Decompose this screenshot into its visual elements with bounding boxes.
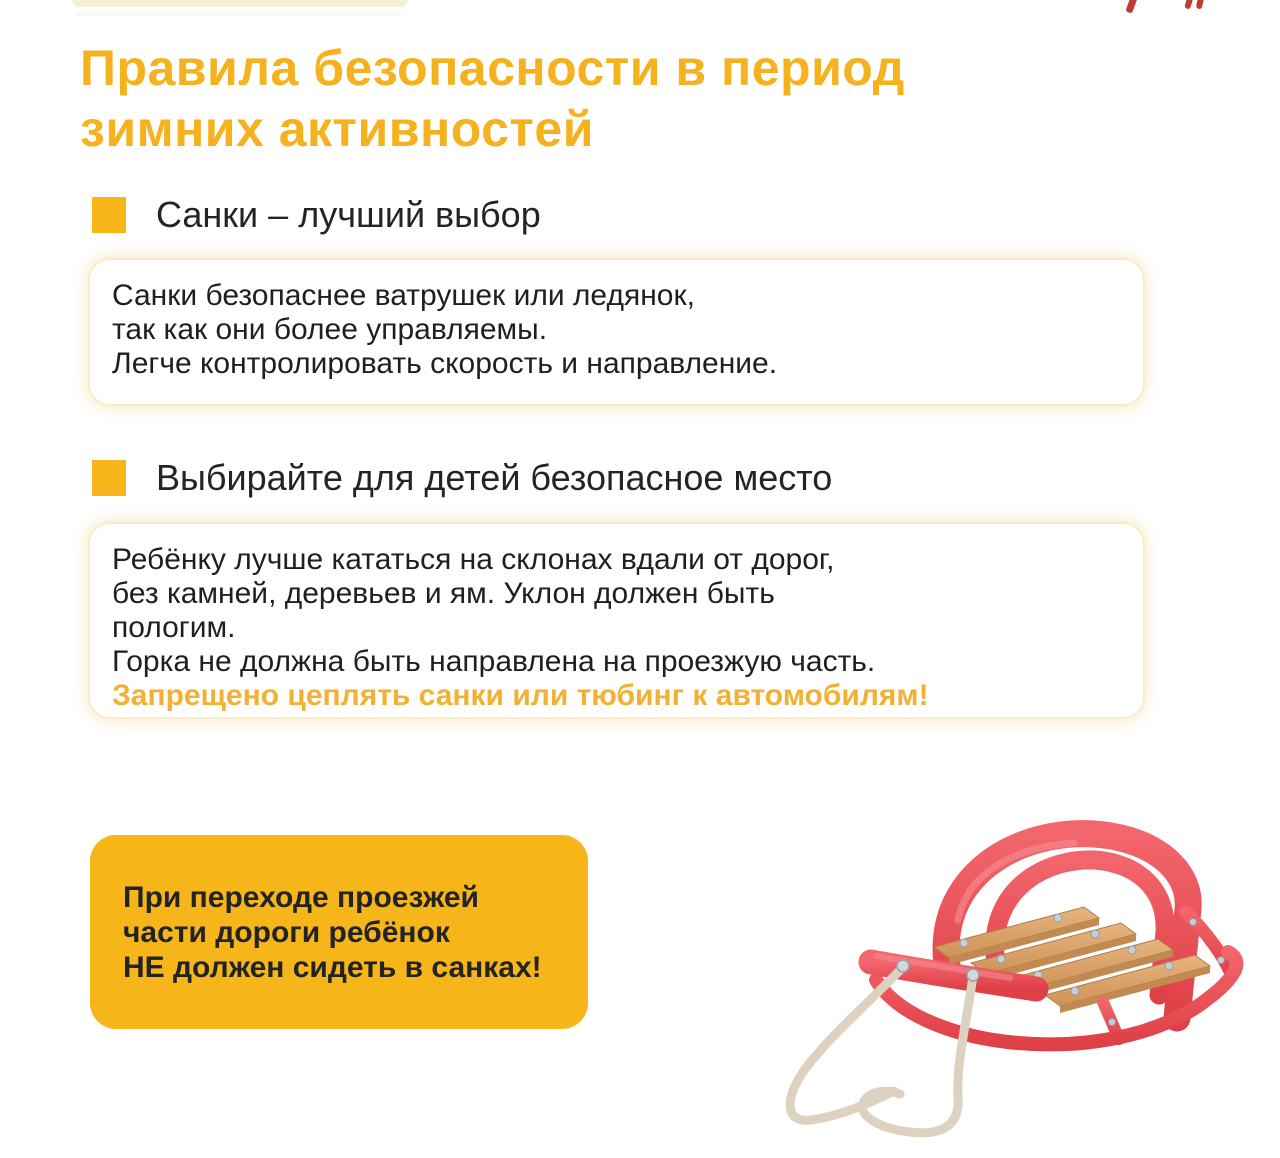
red-logo-fragment-icon	[1125, 0, 1137, 14]
section-2-info-card	[88, 522, 1145, 719]
info-card-text-line: Легче контролировать скорость и направление.	[112, 347, 778, 380]
section-1-info-card	[88, 258, 1145, 406]
red-logo-fragment-icon	[1184, 0, 1194, 10]
warning-text-line: Запрещено цеплять санки или тюбинг к автомобилям!	[112, 679, 929, 712]
info-card-text-line: без камней, деревьев и ям. Уклон должен быть	[112, 577, 775, 610]
red-logo-fragment-icon	[1196, 0, 1205, 9]
info-card-text-line: Ребёнку лучше кататься на склонах вдали от дорог,	[112, 543, 835, 576]
sled-rope	[790, 967, 973, 1133]
section-2-heading: Выбирайте для детей безопасное место	[156, 457, 833, 498]
page-title	[80, 38, 1200, 160]
callout-text-line: При переходе проезжей	[123, 881, 479, 914]
info-card-text-line: так как они более управляемы.	[112, 313, 548, 346]
cutoff-header-card-edge	[72, 0, 408, 7]
page-title-line-2: зимних активностей	[80, 101, 594, 157]
orange-square-bullet-icon	[92, 197, 126, 233]
info-card-text-line: Санки безопаснее ватрушек или ледянок,	[112, 279, 695, 312]
page-title-line-1: Правила безопасности в период	[80, 40, 905, 96]
toy-sled-illustration	[758, 810, 1280, 1158]
section-2-heading-row	[92, 456, 832, 500]
orange-square-bullet-icon	[92, 460, 126, 496]
info-card-text-line: пологим.	[112, 611, 236, 644]
section-1-heading: Санки – лучший выбор	[156, 194, 541, 235]
section-1-heading-row	[92, 193, 541, 237]
callout-text-line: НЕ должен сидеть в санках!	[123, 951, 542, 984]
cutoff-header-card-shadow	[76, 13, 402, 16]
info-card-text-line: Горка не должна быть направлена на проезжую часть.	[112, 645, 876, 678]
callout-text-line: части дороги ребёнок	[123, 916, 450, 949]
callout-card	[90, 835, 588, 1029]
